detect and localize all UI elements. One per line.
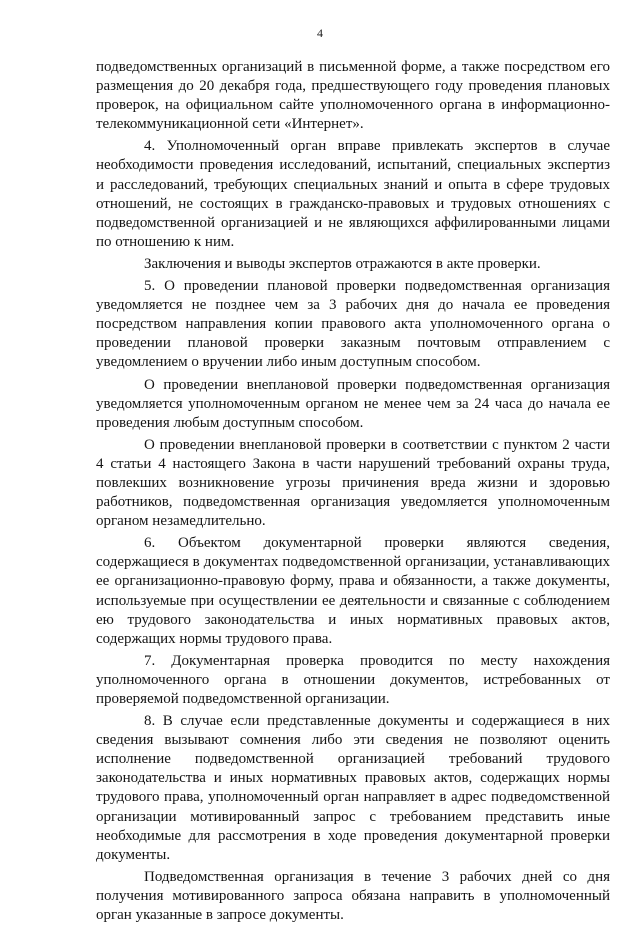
paragraph-continuation: подведомственных организаций в письменной форме, а также посредством его размещения до 20 декабря года, предшествующего году проведения плановых проверок, на официальном сайте уполномоченного органа в информационно-телекоммуникационной сети «Интернет». xyxy=(96,59,610,133)
paragraph-unscheduled-notice: О проведении внеплановой проверки подведомственная организация уведомляется уполномоченным органом не менее чем за 24 часа до начала ее проведения любым доступным способом. xyxy=(96,376,610,431)
paragraph-response-deadline: Подведомственная организация в течение 3 рабочих дней со дня получения мотивированного запроса обязана направить в уполномоченный орган указанные в запросе документы. xyxy=(96,868,610,924)
paragraph-item-8: 8. В случае если представленные документы и содержащиеся в них сведения вызывают сомнения либо эти сведения не позволяют оценить исполнение подведомственной организацией требований трудового законодательства и иных нормативных правовых актов, содержащих нормы трудового права, уполномоченный орган направляет в адрес подведомственной организации мотивированный запрос с требованием представить иные необходимые для рассмотрения в ходе проведения документарной проверки документы. xyxy=(96,713,610,863)
paragraph-item-4: 4. Уполномоченный орган вправе привлекать экспертов в случае необходимости проведения исследований, испытаний, специальных экспертиз и расследований, требующих специальных знаний и опыта в сфере трудовых отношений, не состоящих в гражданско-правовых и трудовых отношениях с подведомственной организацией и не являющихся аффилированными лицами по отношению к ним. xyxy=(96,138,610,250)
paragraph-item-5: 5. О проведении плановой проверки подведомственная организация уведомляется не позднее чем за 3 рабочих дня до начала ее проведения посредством направления копии правового акта уполномоченного органа о проведении плановой проверки заказным почтовым отправлением с уведомлением о вручении либо иным доступным способом. xyxy=(96,278,610,371)
paragraph-item-7: 7. Документарная проверка проводится по месту нахождения уполномоченного органа в отношении документов, истребованных от проверяемой подведомственной организации. xyxy=(96,652,610,707)
document-body xyxy=(96,58,610,928)
page-number: 4 xyxy=(317,26,323,40)
paragraph-item-6: 6. Объектом документарной проверки являются сведения, содержащиеся в документах подведомственной организации, устанавливающих ее организационно-правовую форму, права и обязанности, а также документы, используемые при осуществлении ее деятельности и связанные с соблюдением ею трудового законодательства и иных нормативных правовых актов, содержащих нормы трудового права. xyxy=(96,535,610,647)
paragraph-expert-conclusions: Заключения и выводы экспертов отражаются в акте проверки. xyxy=(144,255,541,272)
paragraph-urgent-notice: О проведении внеплановой проверки в соответствии с пунктом 2 части 4 статьи 4 настоящего Закона в части нарушений требований охраны труда, повлекших возникновение угрозы причинения вреда жизни и здоровью работников, подведомственная организация уведомляется уполномоченным органом незамедлительно. xyxy=(96,436,610,530)
